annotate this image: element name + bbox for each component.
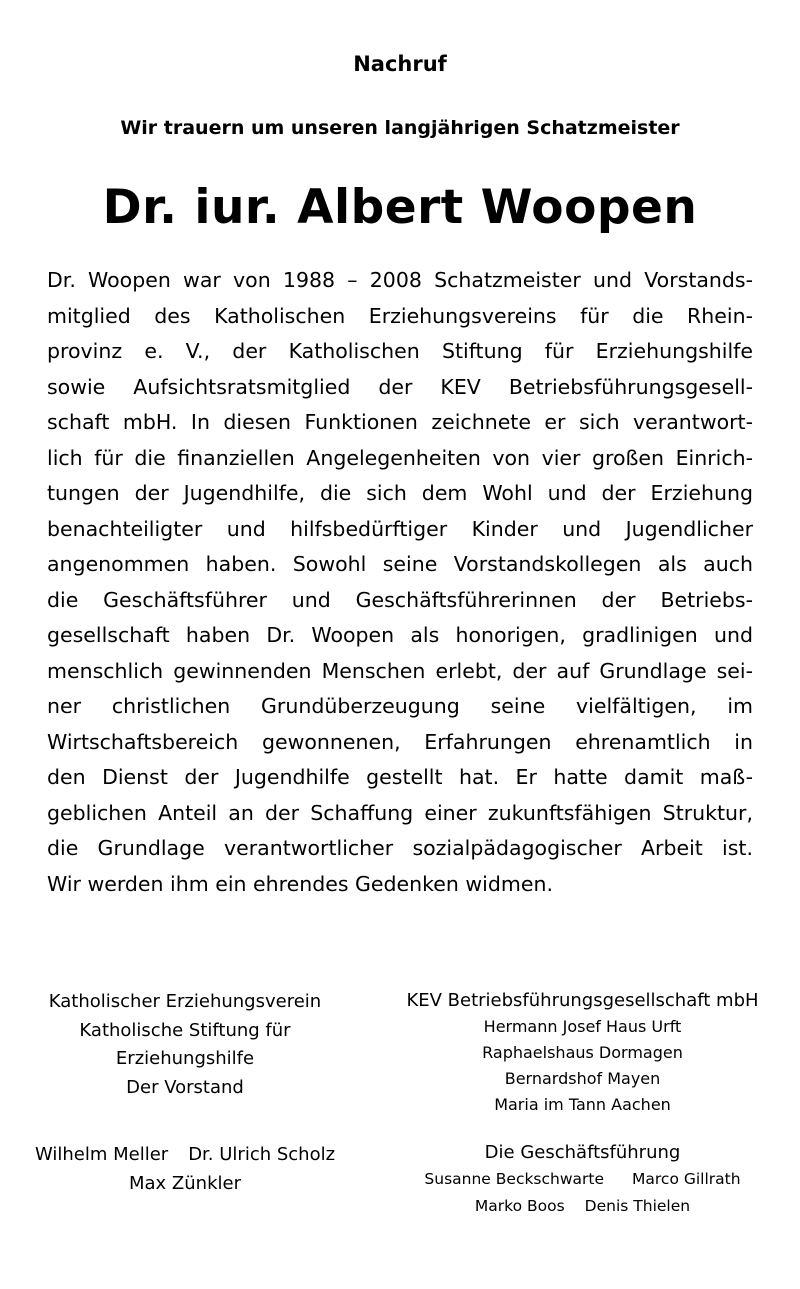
facility: Hermann Josef Haus Urft: [483, 1017, 682, 1036]
text-line: ner christlichen Grundüberzeugung seine vielfältigen, im: [47, 694, 753, 718]
text-line: Wirtschaftsbereich gewonnenen, Erfahrungen ehrenamtlich in: [47, 729, 753, 754]
text-line: menschlich gewinnenden Menschen erlebt, der auf Grundlage sei-: [47, 658, 753, 683]
signature-left-names: [10, 1140, 360, 1198]
text-line: schaft mbH. In diesen Funktionen zeichnete er sich verantwort-: [47, 410, 753, 434]
deceased-name: Dr. iur. Albert Woopen: [102, 180, 698, 235]
page-title: Nachruf: [353, 52, 447, 76]
org-line: Erziehungshilfe: [115, 1048, 255, 1069]
org-line: Der Vorstand: [126, 1076, 244, 1098]
text-line: tungen der Jugendhilfe, die sich dem Wohl und der Erziehung: [47, 481, 753, 505]
facility: Bernardshof Mayen: [504, 1069, 661, 1088]
org-name: KEV Betriebsführungsgesellschaft mbH: [406, 990, 759, 1011]
org-line: Katholische Stiftung für: [79, 1019, 291, 1041]
text-line: mitglied des Katholischen Erziehungsvereins für die Rhein-: [47, 303, 753, 328]
org-line: Katholischer Erziehungsverein: [48, 991, 322, 1012]
signatory-name: Wilhelm Meller: [34, 1144, 169, 1165]
signatory-name: Denis Thielen: [584, 1197, 691, 1215]
text-line: den Dienst der Jugendhilfe gestellt hat. Er hatte damit maß-: [47, 765, 753, 789]
text-line: die Grundlage verantwortlicher sozialpädagogischer Arbeit ist.: [47, 836, 753, 860]
text-line: lich für die finanziellen Angelegenheiten von vier großen Einrich-: [47, 445, 753, 470]
facility: Maria im Tann Aachen: [494, 1095, 671, 1114]
text-line: geblichen Anteil an der Schaffung einer zukunftsfähigen Struktur,: [47, 800, 753, 825]
text-line: die Geschäftsführer und Geschäftsführerinnen der Betriebs-: [47, 587, 753, 612]
text-line: benachteiligter und hilfsbedürftiger Kinder und Jugendlicher: [47, 516, 753, 541]
text-line: provinz e. V., der Katholischen Stiftung für Erziehungshilfe: [47, 339, 753, 363]
text-line: sowie Aufsichtsratsmitglied der KEV Betriebsführungsgesell-: [47, 374, 753, 399]
signature-right-names: [375, 1140, 790, 1220]
signatory-name: Susanne Beckschwarte: [424, 1170, 605, 1188]
signatory-name: Marko Boos: [474, 1197, 565, 1215]
management-label: Die Geschäftsführung: [484, 1142, 681, 1163]
facility: Raphaelshaus Dormagen: [482, 1043, 683, 1062]
signature-right-org: [375, 988, 790, 1118]
text-line: gesellschaft haben Dr. Woopen als honorigen, gradlinigen und: [47, 623, 753, 647]
signature-left-org: [10, 988, 360, 1102]
signatory-name: Max Zünkler: [129, 1173, 241, 1194]
signatory-name: Dr. Ulrich Scholz: [188, 1144, 336, 1165]
text-line: angenommen haben. Sowohl seine Vorstandskollegen als auch: [47, 552, 753, 576]
obituary-text: [47, 263, 753, 902]
signatory-name: Marco Gillrath: [632, 1170, 741, 1188]
text-line: Wir werden ihm ein ehrendes Gedenken widmen.: [47, 871, 553, 896]
text-line: Dr. Woopen war von 1988 – 2008 Schatzmeister und Vorstands-: [47, 268, 753, 292]
subtitle: Wir trauern um unseren langjährigen Schatzmeister: [120, 117, 680, 139]
